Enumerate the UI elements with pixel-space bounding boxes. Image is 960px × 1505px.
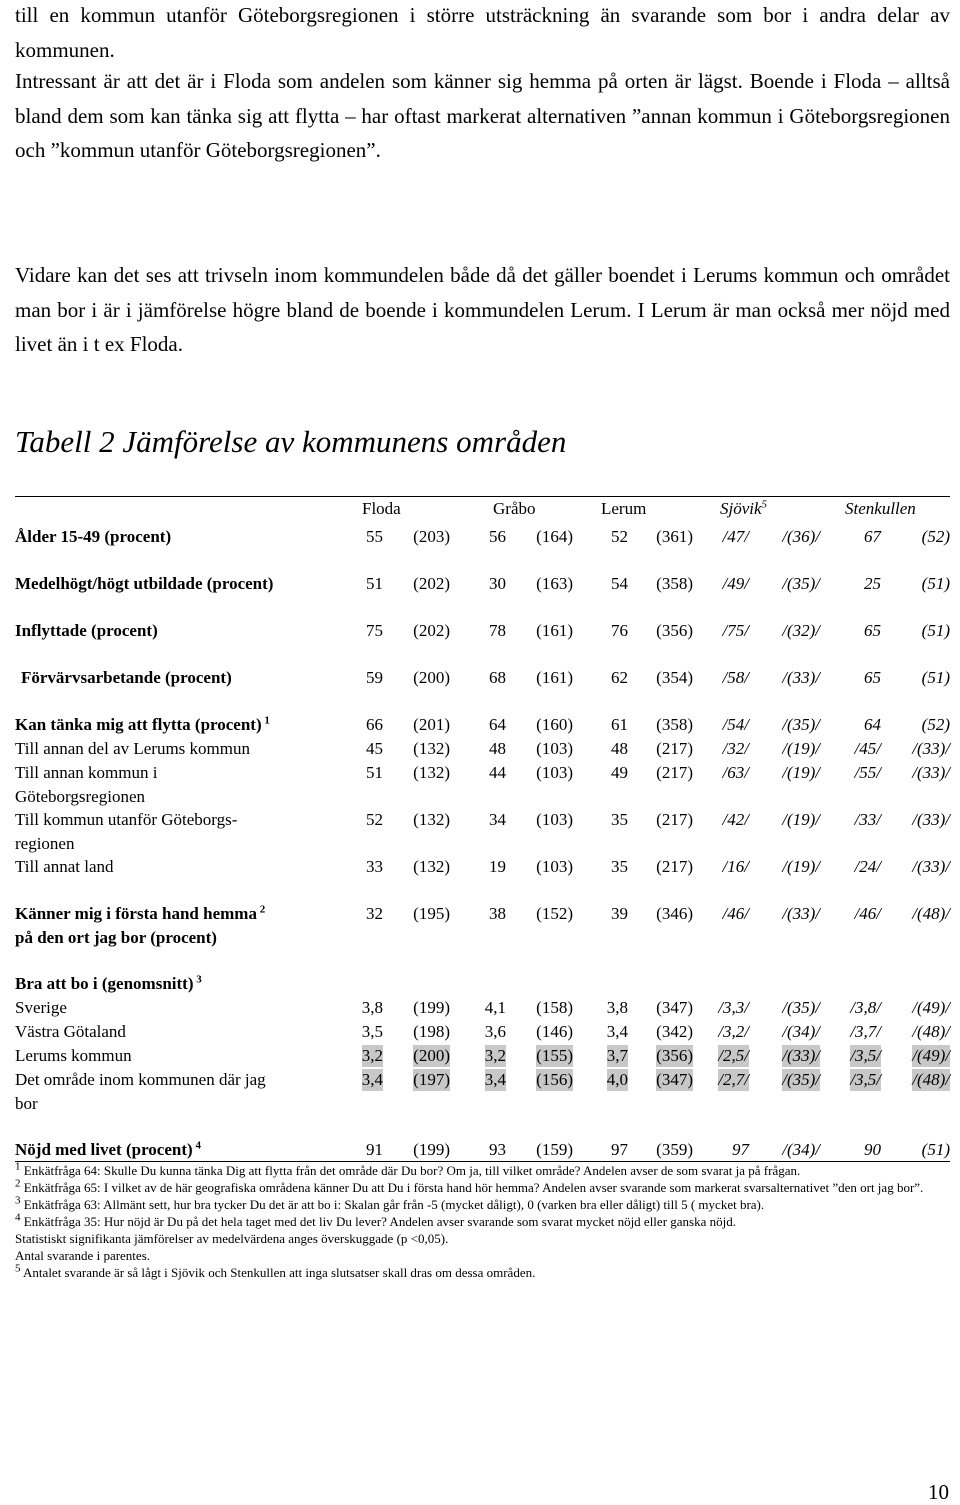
table-cell: /(33)/	[782, 904, 820, 923]
table-cell: 52	[611, 527, 628, 546]
table-cell: 65	[864, 668, 881, 687]
table-cell: (347)	[656, 1070, 693, 1089]
row-label: Förvärvsarbetande (procent)	[21, 668, 232, 687]
footnote-4: $^4$ Enkätfråga 35: Hur nöjd är Du på det hela taget med det liv Du lever? Andelen avser svarande som svarat mycket nöjd eller ganska nöjd.	[15, 1211, 736, 1229]
table-cell: /24/	[854, 857, 881, 876]
table-cell: /45/	[854, 739, 881, 758]
table-cell: 39	[611, 904, 628, 923]
table-cell: 45	[366, 739, 383, 758]
table-cell: /(35)/	[782, 715, 820, 734]
table-cell: (132)	[413, 857, 450, 876]
table-cell: /2,5/	[718, 1046, 749, 1065]
table-cell: (146)	[536, 1022, 573, 1041]
paragraph-3: Vidare kan det ses att trivseln inom kommundelen både då det gäller boendet i Lerums kommun och området man bor i är i jämförelse högre bland de boende i kommundelen Lerum. I Lerum är man också mer nöjd med livet än i t ex Floda.	[15, 263, 950, 356]
table-cell: (217)	[656, 763, 693, 782]
table-cell: 61	[611, 715, 628, 734]
table-cell: 48	[611, 739, 628, 758]
row-label: Ålder 15-49 (procent)	[15, 527, 172, 546]
header-stenkullen: Stenkullen	[845, 499, 916, 518]
table-cell: (202)	[413, 621, 450, 640]
table-cell: /3,7/	[850, 1022, 881, 1041]
table-cell: 19	[489, 857, 506, 876]
table-cell: (347)	[656, 998, 693, 1017]
table-cell: 3,2	[484, 1046, 506, 1065]
table-cell: (356)	[656, 1046, 693, 1065]
table-cell: 76	[611, 621, 628, 640]
table-cell: (163)	[536, 574, 573, 593]
table-cell: 75	[366, 621, 383, 640]
table-cell: 66	[366, 715, 383, 734]
table-cell: (51)	[921, 668, 950, 687]
table-cell: /(35)/	[782, 1070, 820, 1089]
table-cell: 78	[489, 621, 506, 640]
row-label: Inflyttade (procent)	[15, 621, 158, 640]
page-number: 10	[928, 1480, 949, 1504]
table-cell: 55	[366, 527, 383, 546]
row-label: Sverige	[15, 998, 67, 1017]
row-label: Känner mig i första hand hemma $^2$ på den ort jag bor (procent)	[15, 903, 266, 947]
table-cell: (161)	[536, 621, 573, 640]
table-cell: /46/	[854, 904, 881, 923]
table-cell: 34	[489, 810, 506, 829]
table-cell: (152)	[536, 904, 573, 923]
table-cell: /(19)/	[782, 857, 820, 876]
table-cell: /(34)/	[782, 1140, 820, 1159]
table-cell: 97	[611, 1140, 628, 1159]
table-cell: 54	[611, 574, 628, 593]
table-cell: 3,7	[606, 1046, 628, 1065]
row-label: Kan tänka mig att flytta (procent) $^1$	[15, 714, 270, 734]
table-cell: 35	[611, 857, 628, 876]
table-cell: 4,0	[606, 1070, 628, 1089]
row-label: Det område inom kommunen där jag bor	[15, 1070, 266, 1113]
table-cell: /(19)/	[782, 739, 820, 758]
table-cell: /(33)/	[912, 857, 950, 876]
table-cell: 90	[864, 1140, 881, 1159]
table-cell: /(35)/	[782, 574, 820, 593]
table-cell: 97	[732, 1140, 749, 1159]
row-label: Till annan kommun i Göteborgsregionen	[15, 763, 158, 806]
table-cell: (103)	[536, 857, 573, 876]
table-cell: /58/	[722, 668, 749, 687]
table-top-rule	[15, 496, 950, 497]
table-cell: (52)	[921, 715, 950, 734]
table-cell: /(33)/	[912, 739, 950, 758]
table-cell: /(33)/	[912, 810, 950, 829]
table-cell: 48	[489, 739, 506, 758]
table-cell: /(19)/	[782, 810, 820, 829]
row-label: Till kommun utanför Göteborgs- regionen	[15, 810, 238, 853]
table-cell: /(34)/	[782, 1022, 820, 1041]
table-cell: (202)	[413, 574, 450, 593]
table-cell: 59	[366, 668, 383, 687]
table-cell: (342)	[656, 1022, 693, 1041]
table-cell: 3,6	[484, 1022, 506, 1041]
row-label: Till annat land	[15, 857, 114, 876]
table-cell: (160)	[536, 715, 573, 734]
table-cell: (197)	[413, 1070, 450, 1089]
table-cell: (159)	[536, 1140, 573, 1159]
header-floda: Floda	[362, 499, 401, 518]
table-cell: (155)	[536, 1046, 573, 1065]
footnote-3: $^3$ Enkätfråga 63: Allmänt sett, hur bra tycker Du det är att bo i: Skalan går från -5 (mycket dåligt), 0 (varken bra eller dåligt) till 5 ( mycket bra).	[15, 1194, 765, 1212]
table-cell: (103)	[536, 763, 573, 782]
table-cell: /3,8/	[850, 998, 881, 1017]
table-cell: (346)	[656, 904, 693, 923]
table-cell: /47/	[722, 527, 749, 546]
table-cell: (158)	[536, 998, 573, 1017]
table-cell: (132)	[413, 739, 450, 758]
footnotes	[15, 1162, 950, 1281]
table-cell: (359)	[656, 1140, 693, 1159]
table-cell: 51	[366, 763, 383, 782]
table-cell: 3,8	[606, 998, 628, 1017]
table-cell: 3,8	[361, 998, 383, 1017]
row-label: Bra att bo i (genomsnitt) $^3$	[15, 973, 202, 993]
table-cell: 32	[366, 904, 383, 923]
table-cell: (195)	[413, 904, 450, 923]
row-label: Västra Götaland	[15, 1022, 126, 1041]
row-label: Nöjd med livet (procent) $^4$	[15, 1139, 201, 1159]
footnote-respondents: Antal svarande i parentes.	[15, 1248, 151, 1263]
table-cell: 3,5	[361, 1022, 383, 1041]
paragraph-2: Intressant är att det är i Floda som andelen som känner sig hemma på orten är lägst. Boende i Floda – alltså bland dem som kan tänka sig att flytta – har oftast markerat alternativen ”annan kommun i Göteborgsregionen och ”kommun utanför Göteborgsregionen”.	[15, 69, 950, 162]
table-cell: (361)	[656, 527, 693, 546]
table-cell: /(33)/	[912, 763, 950, 782]
footnote-5: $^5$ Antalet svarande är så lågt i Sjövik och Stenkullen att inga slutsatser skall dras om dessa områden.	[15, 1262, 536, 1280]
table-cell: 62	[611, 668, 628, 687]
table-cell: /(36)/	[782, 527, 820, 546]
table-cell: (354)	[656, 668, 693, 687]
table-cell: (199)	[413, 998, 450, 1017]
table-cell: (51)	[921, 621, 950, 640]
table-cell: 33	[366, 857, 383, 876]
table-cell: 52	[366, 810, 383, 829]
table-cell: (156)	[536, 1070, 573, 1089]
table-cell: 65	[864, 621, 881, 640]
header-sjovik: Sjövik$^5$	[720, 498, 768, 518]
table-cell: (51)	[921, 574, 950, 593]
row-label: Medelhögt/högt utbildade (procent)	[15, 574, 274, 593]
table-cell: 44	[489, 763, 506, 782]
table-cell: 35	[611, 810, 628, 829]
table-cell: 3,4	[361, 1070, 383, 1089]
table-cell: /(32)/	[782, 621, 820, 640]
table-cell: /(48)/	[912, 1070, 950, 1089]
table-cell: /46/	[722, 904, 749, 923]
header-grabo: Gråbo	[493, 499, 536, 518]
table-cell: /(33)/	[782, 1046, 820, 1065]
table-cell: /2,7/	[718, 1070, 749, 1089]
table-cell: /(48)/	[912, 904, 950, 923]
table-cell: /3,5/	[850, 1046, 881, 1065]
table-cell: 49	[611, 763, 628, 782]
table-cell: (198)	[413, 1022, 450, 1041]
table-cell: (103)	[536, 739, 573, 758]
table-cell: 68	[489, 668, 506, 687]
table-cell: 91	[366, 1140, 383, 1159]
table-cell: 51	[366, 574, 383, 593]
paragraph-1: till en kommun utanför Göteborgsregionen i större utsträckning än svarande som bor i andra delar av kommunen.	[15, 3, 950, 62]
table-cell: /33/	[854, 810, 881, 829]
table-caption: Tabell 2 Jämförelse av kommunens områden	[15, 424, 567, 459]
table-cell: (132)	[413, 810, 450, 829]
row-label: Till annan del av Lerums kommun	[15, 739, 250, 758]
table-cell: /(19)/	[782, 763, 820, 782]
table-cell: /3,3/	[718, 998, 749, 1017]
table-cell: 64	[489, 715, 506, 734]
table-cell: (358)	[656, 715, 693, 734]
table-cell: 30	[489, 574, 506, 593]
footnote-1: $^1$ Enkätfråga 64: Skulle Du kunna tänka Dig att flytta från det område där Du bor? Om ja, till vilket område? Andelen avser de som svarat ja på frågan.	[15, 1160, 801, 1178]
table-cell: /(33)/	[782, 668, 820, 687]
header-lerum: Lerum	[601, 499, 647, 518]
table-cell: (51)	[921, 1140, 950, 1159]
table-cell: (217)	[656, 810, 693, 829]
table-cell: (164)	[536, 527, 573, 546]
table-cell: (52)	[921, 527, 950, 546]
table-cell: (356)	[656, 621, 693, 640]
table-cell: 3,2	[361, 1046, 383, 1065]
table-cell: /32/	[722, 739, 749, 758]
table-cell: (132)	[413, 763, 450, 782]
table-cell: /63/	[722, 763, 749, 782]
footnote-significance: Statistiskt signifikanta jämförelser av medelvärdena anges överskuggade (p <0,05).	[15, 1231, 449, 1246]
table-cell: /75/	[722, 621, 749, 640]
table-cell: 64	[864, 715, 881, 734]
table-cell: (217)	[656, 739, 693, 758]
table-cell: /49/	[722, 574, 749, 593]
table-cell: /3,2/	[718, 1022, 749, 1041]
table-cell: (217)	[656, 857, 693, 876]
table-cell: (203)	[413, 527, 450, 546]
table-cell: (199)	[413, 1140, 450, 1159]
table-cell: 4,1	[484, 998, 506, 1017]
table-cell: (161)	[536, 668, 573, 687]
table-cell: /(48)/	[912, 1022, 950, 1041]
table-cell: (200)	[413, 1046, 450, 1065]
table-cell: /55/	[854, 763, 881, 782]
table-cell: /42/	[722, 810, 749, 829]
table-cell: /(49)/	[912, 998, 950, 1017]
table-cell: (201)	[413, 715, 450, 734]
table-cell: 56	[489, 527, 506, 546]
table-cell: 3,4	[484, 1070, 506, 1089]
table-cell: 38	[489, 904, 506, 923]
row-label: Lerums kommun	[15, 1046, 132, 1065]
table-cell: (358)	[656, 574, 693, 593]
table-cell: 93	[489, 1140, 506, 1159]
table-cell: /(35)/	[782, 998, 820, 1017]
table-cell: /16/	[722, 857, 749, 876]
table-cell: (200)	[413, 668, 450, 687]
table-cell: 25	[864, 574, 881, 593]
table-cell: /54/	[722, 715, 749, 734]
footnote-2: $^2$ Enkätfråga 65: I vilket av de här geografiska områdena känner Du att Du i första hand hör hemma? Andelen avser svarande som markerat svarsalternativet ”den ort jag bor”.	[15, 1177, 924, 1195]
table-cell: 3,4	[606, 1022, 628, 1041]
table-cell: (103)	[536, 810, 573, 829]
table-cell: 67	[864, 527, 881, 546]
table-cell: /(49)/	[912, 1046, 950, 1065]
table-cell: /3,5/	[850, 1070, 881, 1089]
